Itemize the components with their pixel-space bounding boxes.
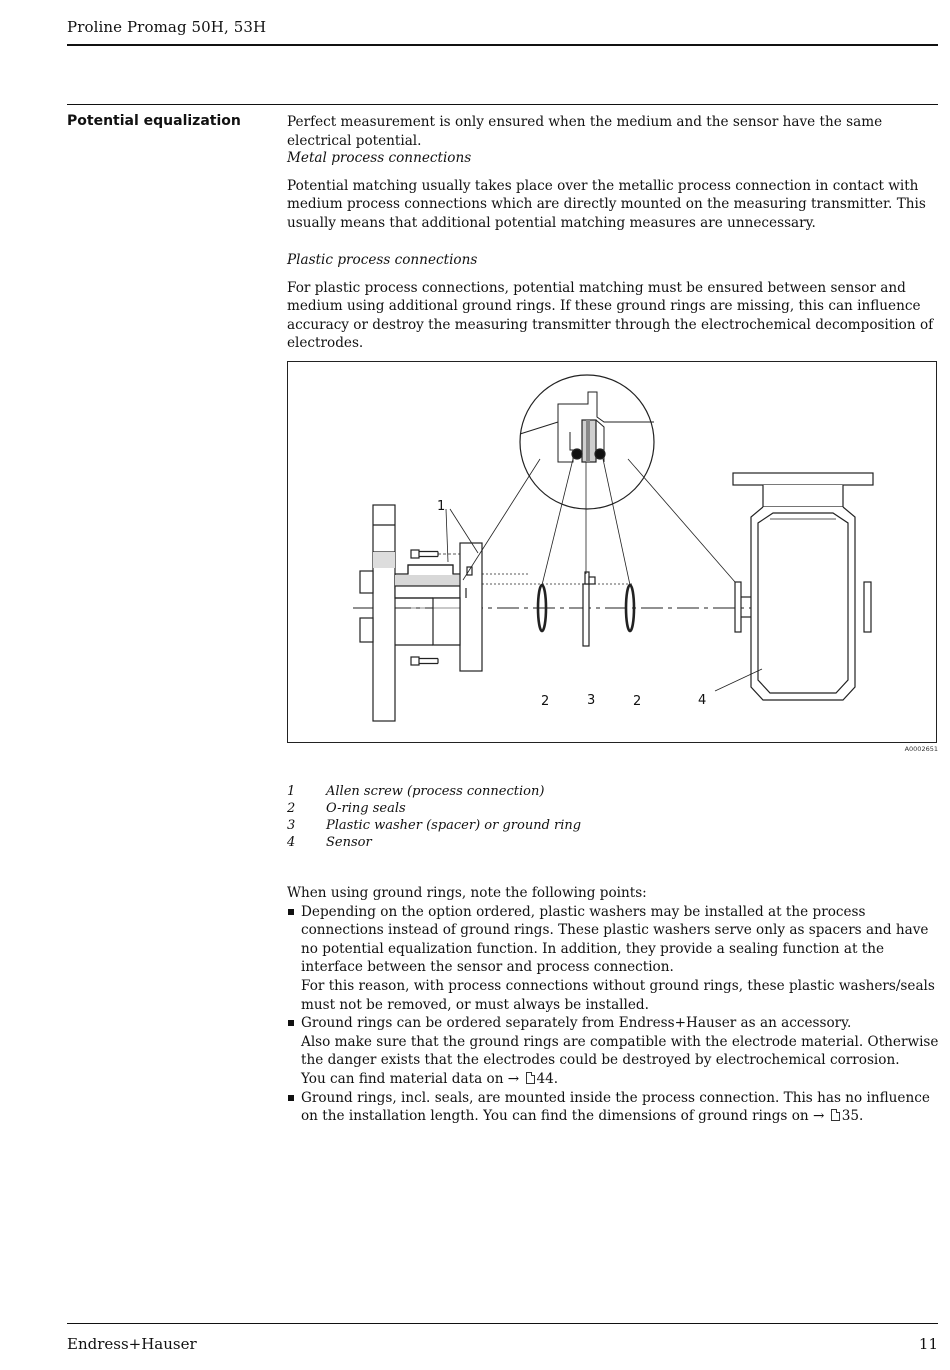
section-title: Potential equalization [67, 113, 241, 129]
figure-legend [287, 783, 787, 851]
metal-heading: Metal process connections [287, 150, 472, 166]
plastic-washer [583, 572, 595, 646]
note-item-washers [287, 903, 939, 1015]
arrow-icon: → [507, 1070, 520, 1087]
legend-number: 1 [287, 784, 296, 799]
notes-list [287, 903, 939, 1126]
detail-magnifier [520, 375, 654, 509]
legend-number: 4 [287, 835, 296, 850]
legend-item [287, 817, 787, 834]
ground-ring-notes [287, 884, 939, 1126]
notes-intro: When using ground rings, note the following points: [287, 885, 647, 901]
page-number: 11 [918, 1335, 938, 1353]
legend-number: 3 [287, 818, 296, 833]
note-text-material [301, 1070, 939, 1089]
material-page-link[interactable]: 44. [536, 1070, 559, 1087]
o-ring-right [626, 585, 634, 631]
note-text: Also make sure that the ground rings are compatible with the electrode material. Otherwise the danger exists that the electrodes could be destroyed by electrochemical corrosion. [301, 1033, 939, 1069]
note-item-mounting [287, 1089, 939, 1126]
legend-text: Allen screw (process connection) [326, 784, 545, 799]
page-ref-icon [526, 1072, 535, 1084]
header-rule [67, 44, 938, 46]
metal-section [287, 149, 939, 232]
legend-item [287, 834, 787, 851]
process-connection [360, 505, 482, 721]
legend-text: O-ring seals [326, 801, 406, 816]
intro-text: Perfect measurement is only ensured when the medium and the sensor have the same electrical potential. [287, 114, 883, 149]
section-rule [67, 104, 938, 105]
footer-rule [67, 1323, 938, 1324]
plastic-section [287, 251, 939, 353]
plastic-heading: Plastic process connections [287, 252, 478, 268]
header-title: Proline Promag 50H, 53H [67, 18, 267, 36]
note-text: For this reason, with process connections without ground rings, these plastic washers/seals must not be removed, or must always be installed. [301, 977, 935, 1013]
material-ref-text: You can find material data on [301, 1070, 504, 1087]
legend-number: 2 [287, 801, 296, 816]
callout-1: 1 [437, 499, 446, 514]
note-text: Depending on the option ordered, plastic washers may be installed at the process connections instead of ground rings. These plastic washers serve only as spacers and have no potential equalization function. In addition, they provide a sealing function at the interface between the sensor and process connection. [301, 903, 929, 976]
legend-text: Sensor [326, 835, 372, 850]
plastic-text: For plastic process connections, potential matching must be ensured between sensor and medium using additional ground rings. If these ground rings are missing, this can influence accuracy or destroy the measuring transmitter through the electrochemical decomposition of electrodes. [287, 279, 934, 352]
legend-text: Plastic washer (spacer) or ground ring [326, 818, 582, 833]
arrow-icon: → [812, 1108, 825, 1125]
note-item-ordering [287, 1014, 939, 1088]
figure-code: A0002651 [904, 745, 938, 753]
allen-screw-bottom [411, 657, 438, 665]
figure-ground-rings [287, 361, 937, 743]
intro-paragraph [287, 113, 939, 150]
callout-2-right: 2 [633, 694, 642, 709]
page-ref-icon [831, 1109, 840, 1121]
callout-2-left: 2 [541, 694, 550, 709]
note-text: Ground rings can be ordered separately from Endress+Hauser as an accessory. [301, 1015, 852, 1032]
callout-4: 4 [698, 693, 707, 708]
dimensions-ref-text: Ground rings, incl. seals, are mounted inside the process connection. This has no influence on the installation length. You can find the dimensions of ground rings on [301, 1089, 930, 1125]
dimensions-page-link[interactable]: 35. [841, 1108, 864, 1125]
note-text-dimensions [301, 1089, 939, 1126]
legend-item [287, 800, 787, 817]
allen-screw-top [411, 550, 460, 558]
assembly-drawing [288, 362, 938, 744]
sensor-body [733, 473, 873, 700]
metal-text: Potential matching usually takes place over the metallic process connection in contact with medium process connections which are directly mounted on the measuring transmitter. This usually means that additional potential matching measures are unnecessary. [287, 177, 926, 231]
footer-brand: Endress+Hauser [67, 1335, 197, 1353]
callout-3: 3 [587, 693, 596, 708]
legend-item [287, 783, 787, 800]
